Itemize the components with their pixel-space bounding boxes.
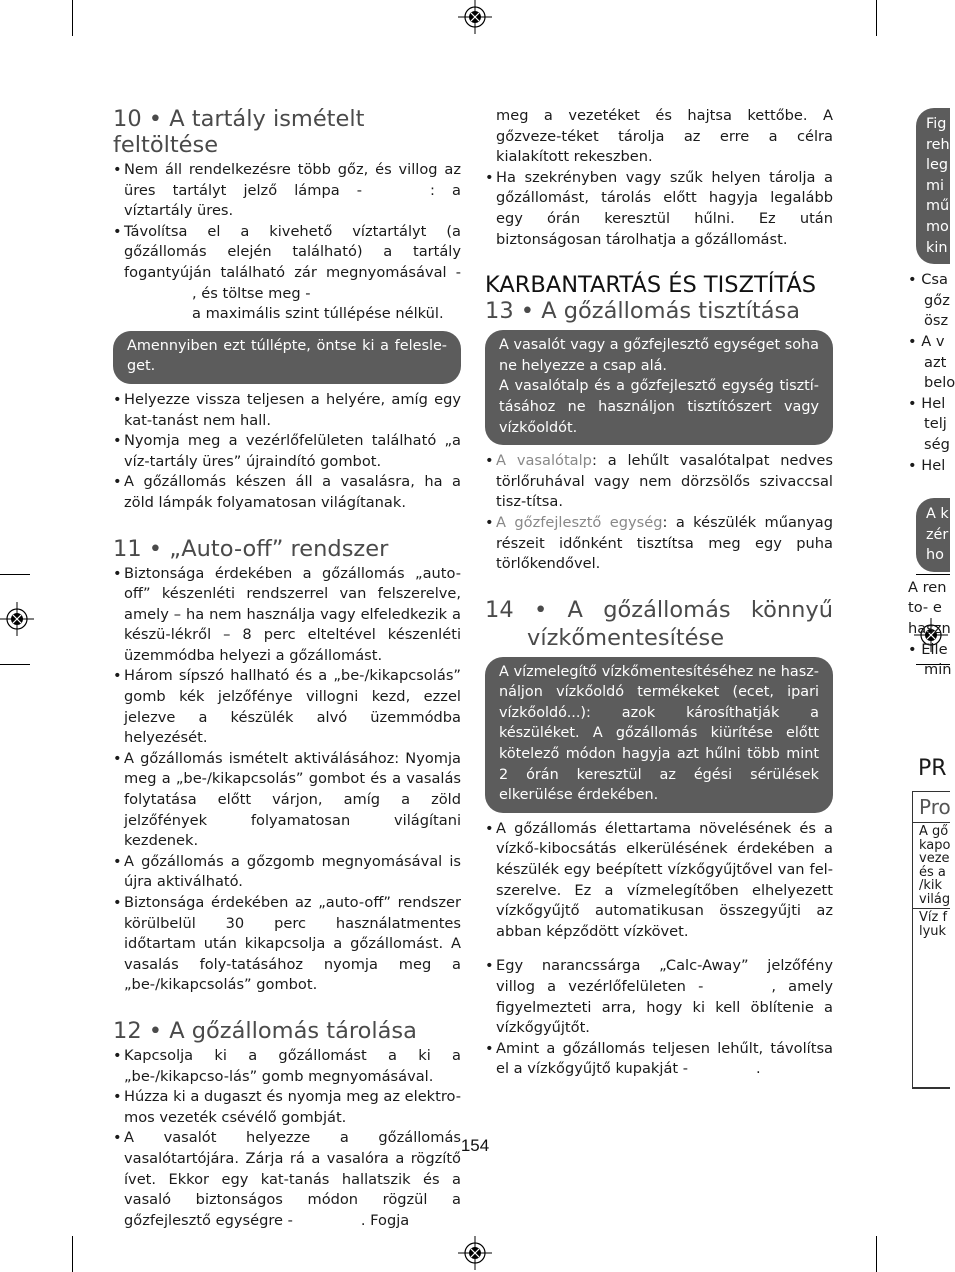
warning-note: A vasalót vagy a gőzfejlesztő egységet soha ne helyezze a csap alá. A vasalótalp és a gőzfejlesztő egység tisztí-tásához ne használjon tisztítószert vagy vízkőoldót. [485, 330, 833, 445]
warning-note: A k zér ho [916, 498, 950, 572]
registration-mark-icon [0, 602, 34, 636]
warning-note: Fig reh leg mi mű mo kin [916, 108, 950, 264]
section-14-title-line-2: vízkőmentesítése [527, 624, 725, 651]
list-item: • Biztonsága érdekében a gőzállomás „auto-off” készenléti rendszerrel van felszerelve, amely – ha nem használja vagy elfeledkezik a készü-lékről – 8 perc elteltével készenléti üzemmódba helyezi a gőzállomást. [113, 564, 461, 667]
clipped-table: Pro A gő kapo veze és a /kik világ Víz f lyuk [912, 791, 950, 1089]
list-item: • A gőzfejlesztő egység: a készülék műanyag részeit időnként tisztítsa meg egy puha törlőkendővel. [485, 513, 833, 575]
warning-note: Amennyiben ezt túllépte, öntse ki a felesle-get. [113, 331, 461, 384]
section-12-continued-list [485, 106, 833, 250]
list-item: • A vasalót helyezze a gőzállomás vasalótartójára. Zárja rá a vasalóra a rögzítő ívet. Ekkor egy kat-tanás hallatszik és a vasaló biztonságos módon rögzül a gőzfejlesztő egységre - . Fogja [113, 1128, 461, 1231]
clipped-text: A ren to- e haszn • Elle min [908, 578, 952, 679]
list-item: • A gőzállomás élettartama növelésének és a vízkő-kibocsátás elkerülésének érdekében a készülék egy beépített vízkőgyűjtővel van fel-szerelve. Ez a vízmelegítőben elhelyezett vízkőgyűjtő automatikusan összegyűjti az abban képződött vízkövet. [485, 819, 833, 943]
section-10-list [113, 160, 461, 325]
list-item: • A vasalótalp: a lehűlt vasalótalpat nedves törlőruhával vagy nem dörzsölős szivaccsal tisz-títsa. [485, 451, 833, 513]
list-item: • Egy narancssárga „Calc-Away” jelzőfény villog a vezérlőfelületen - , amely figyelmezteti arra, hogy ki kell öblítenie a vízkőgyűjtőt. [485, 956, 833, 1038]
section-10-list-2 [113, 390, 461, 514]
registration-mark-icon [458, 0, 492, 34]
section-14-list-2 [485, 956, 833, 1080]
section-14-title: 14 • A gőzállomás könnyű [485, 596, 833, 623]
middle-column [485, 106, 833, 1080]
section-12-title: 12 • A gőzállomás tárolása [113, 1017, 417, 1044]
crop-mark [876, 1236, 877, 1272]
next-page-clipped [908, 108, 955, 1168]
warning-note: A vízmelegítő vízkőmentesítéséhez ne hasz-náljon vízkőoldó termékeket (ecet, ipari vízkőoldó...): azok károsíthatják a készüléket. A gőzállomás kiürítése előtt kötelező módon hagyja azt hűlni több mint 2 órán keresztül az égési sérülések elkerülése érdekében. [485, 657, 833, 813]
list-item: • Helyezze vissza teljesen a helyére, amíg egy kat-tanást nem hall. [113, 390, 461, 431]
page-number: 154 [460, 1136, 490, 1155]
list-item: • Ha szekrényben vagy szűk helyen tárolja a gőzállomást, tárolás előtt hagyja legalább egy órán keresztül hűlni. Ez után biztonságosan tárolhatja a gőzállomást. [485, 168, 833, 250]
section-11-list [113, 564, 461, 996]
list-item: • Biztonsága érdekében az „auto-off” rendszer körülbelül 30 perc használatmentes időtartam után kikapcsolja a gőzállomást. A vasalás foly-tatásához nyomja meg a „be-/kikapcsolás” gombot. [113, 893, 461, 996]
list-item: • A gőzállomás ismételt aktiválásához: Nyomja meg a „be-/kikapcsolás” gombot és a vasalás folytatása előtt várjon, amíg a zöld jelzőfények folyamatosan világítani kezdenek. [113, 749, 461, 852]
list-item: • Nem áll rendelkezésre több gőz, és villog az üres tartályt jelző lámpa - : a víztartály üres. [113, 160, 461, 222]
list-item: • Nyomja meg a vezérlőfelületen található „a víz-tartály üres” újraindító gombot. [113, 431, 461, 472]
section-13-list [485, 451, 833, 575]
section-14-list [485, 819, 833, 943]
list-item: • Amint a gőzállomás teljesen lehűlt, távolítsa el a vízkőgyűjtő kupakját - . [485, 1039, 833, 1080]
list-item: meg a vezetéket és hajtsa kettőbe. A gőzveze-téket tárolja az erre a célra kialakított rekeszben. [496, 107, 833, 166]
crop-mark [0, 664, 30, 665]
crop-mark [72, 0, 73, 36]
list-item: • A gőzállomás a gőzgomb megnyomásával is újra aktiválható. [113, 852, 461, 893]
crop-mark [0, 574, 30, 575]
list-item: • Távolítsa el a kivehető víztartályt (a gőzállomás elején található) a tartály fogantyúján található zár megnyomásával -, és töltse meg - a maximális szint túllépése nélkül. [113, 222, 461, 325]
crop-mark [876, 0, 877, 36]
list-item: • Húzza ki a dugaszt és nyomja meg az elektro-mos vezeték csévélő gombját. [113, 1087, 461, 1128]
crop-mark [72, 1236, 73, 1272]
list-item: • Három sípszó hallható és a „be-/kikapcsolás” gomb kék jelzőfénye villogni kezd, ezzel jelezve a készülék alvó üzemmódba helyezését. [113, 666, 461, 748]
clipped-heading: PR [918, 755, 947, 781]
section-11-title: 11 • „Auto-off” rendszer [113, 535, 389, 562]
section-10-title: 10 • A tartály ismételt feltöltése [113, 106, 365, 158]
left-column [113, 106, 461, 1231]
list-item: • A gőzállomás készen áll a vasalásra, ha a zöld lámpák folyamatosan világítanak. [113, 472, 461, 513]
clipped-text: • Csa gőz ösz • A v azt belo • Hel telj ség • Hel [908, 271, 955, 474]
list-item: • Kapcsolja ki a gőzállomást a ki a „be-/kikapcso-lás” gomb megnyomásával. [113, 1046, 461, 1087]
main-section-title: KARBANTARTÁS ÉS TISZTÍTÁS [485, 272, 817, 299]
section-13-title: 13 • A gőzállomás tisztítása [485, 298, 801, 325]
registration-mark-icon [458, 1236, 492, 1270]
